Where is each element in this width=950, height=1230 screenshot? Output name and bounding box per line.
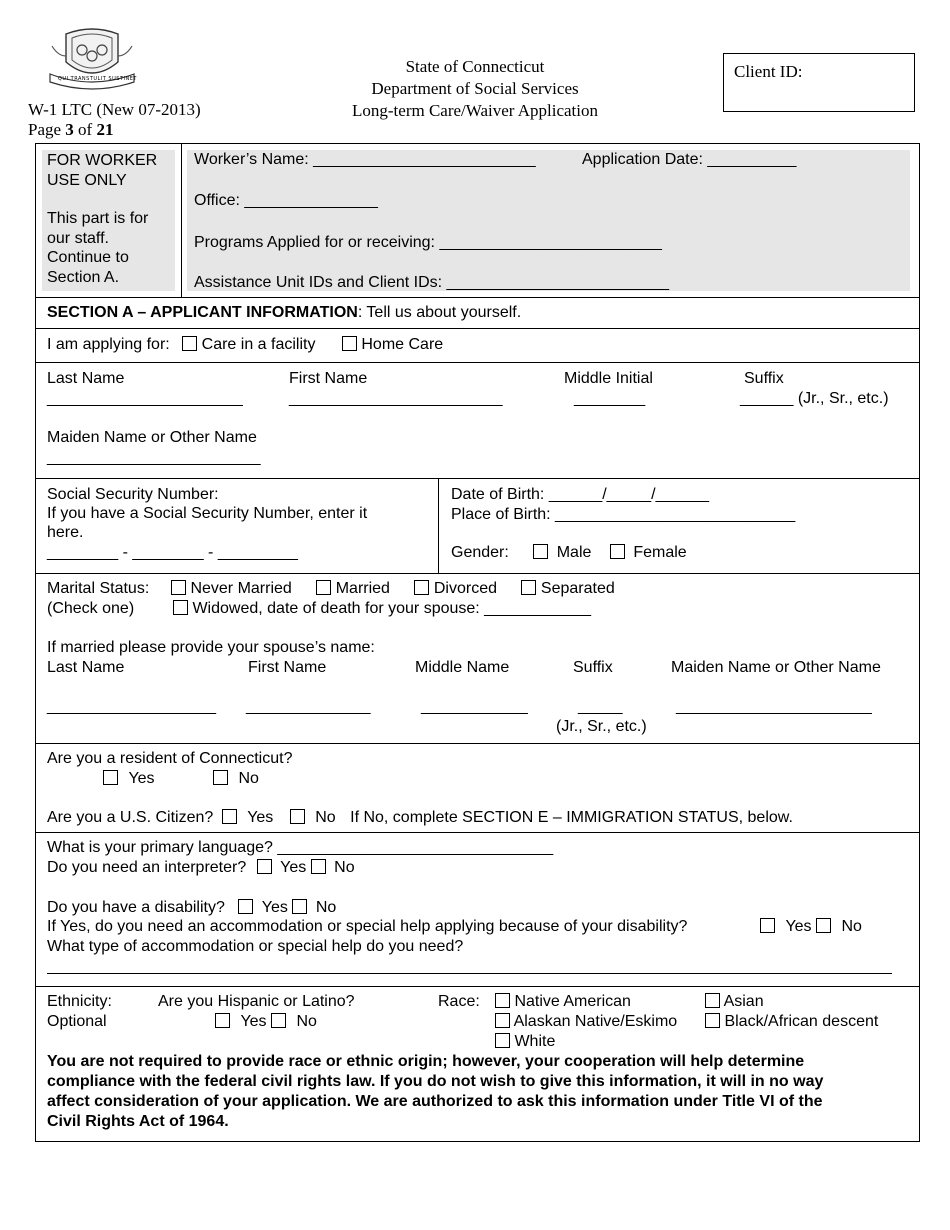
suffix-input[interactable]: ______ (Jr., Sr., etc.) xyxy=(740,390,889,407)
marital-status-label: Marital Status: xyxy=(47,580,150,597)
accommodation-options xyxy=(760,918,862,936)
divorced-checkbox[interactable] xyxy=(414,580,429,595)
middle-initial-input[interactable]: ________ xyxy=(574,390,646,407)
black-checkbox[interactable] xyxy=(705,1013,720,1028)
separated-label: Separated xyxy=(540,580,615,597)
maiden-name-label: Maiden Name or Other Name xyxy=(47,429,257,446)
race-black: Black/African descent xyxy=(705,1013,878,1031)
citizen-row xyxy=(47,809,793,827)
ethnicity-optional: Optional xyxy=(47,1013,107,1030)
male-label: Male xyxy=(556,544,592,561)
spouse-suffix-input[interactable]: _____ xyxy=(578,698,623,715)
section-a-title: SECTION A – APPLICANT INFORMATION: Tell us about yourself. xyxy=(47,304,522,321)
date-of-birth-field[interactable]: Date of Birth: ______/_____/______ xyxy=(451,486,709,503)
asian-checkbox[interactable] xyxy=(705,993,720,1008)
assistance-ids-field[interactable]: Assistance Unit IDs and Client IDs: _________________________ xyxy=(194,274,669,291)
white-checkbox[interactable] xyxy=(495,1033,510,1048)
hispanic-no-checkbox[interactable] xyxy=(271,1013,286,1028)
gender-row xyxy=(451,544,687,562)
hispanic-yes-checkbox[interactable] xyxy=(215,1013,230,1028)
workers-name-field[interactable]: Worker’s Name: _________________________ xyxy=(194,151,536,168)
worker-divider xyxy=(181,143,182,297)
hispanic-no-label: No xyxy=(296,1013,317,1030)
page-indicator: Page 3 of 21 xyxy=(28,120,114,139)
spouse-middle-input[interactable]: ____________ xyxy=(421,698,528,715)
ssn-divider xyxy=(438,478,439,573)
spouse-last-input[interactable]: ___________________ xyxy=(47,698,217,715)
male-checkbox[interactable] xyxy=(533,544,548,559)
ssn-input[interactable]: ________ - ________ - _________ xyxy=(47,544,298,561)
spouse-maiden-label: Maiden Name or Other Name xyxy=(671,659,881,676)
interpreter-no-checkbox[interactable] xyxy=(311,859,326,874)
civil-rights-notice: You are not required to provide race or ethnic origin; however, your cooperation will help determine compliance with the federal civil rights law. If you do not wish to give this information, it will in no way affect consideration of your application. We are authorized to ask this information under Title VI of the Civil Rights Act of 1964. xyxy=(47,1053,824,1130)
interpreter-question: Do you need an interpreter? xyxy=(47,859,247,876)
race-alaskan: Alaskan Native/Eskimo xyxy=(495,1013,677,1031)
state-name: State of Connecticut xyxy=(405,57,545,76)
programs-field[interactable]: Programs Applied for or receiving: _________________________ xyxy=(194,234,662,251)
agency-heading xyxy=(320,56,630,122)
marital-options-row xyxy=(171,580,615,598)
ethnicity-label: Ethnicity: xyxy=(47,993,112,1010)
resident-yes-checkbox[interactable] xyxy=(103,770,118,785)
spouse-last-label: Last Name xyxy=(47,659,125,676)
divider xyxy=(35,362,920,363)
applying-for-label: I am applying for: xyxy=(47,336,170,353)
spouse-first-label: First Name xyxy=(248,659,327,676)
worker-side-panel xyxy=(47,151,157,287)
last-name-input[interactable]: ______________________ xyxy=(47,390,243,407)
gender-label: Gender: xyxy=(451,544,509,561)
disability-no-checkbox[interactable] xyxy=(292,899,307,914)
disability-yes-label: Yes xyxy=(261,899,288,916)
citizen-yes-label: Yes xyxy=(247,809,274,826)
spouse-middle-label: Middle Name xyxy=(415,659,510,676)
ssn-help-1: If you have a Social Security Number, enter it xyxy=(47,505,368,522)
native-american-checkbox[interactable] xyxy=(495,993,510,1008)
citizen-yes-checkbox[interactable] xyxy=(222,809,237,824)
middle-initial-label: Middle Initial xyxy=(564,370,653,387)
race-white: White xyxy=(495,1033,555,1051)
seal-motto: QUI TRANSTULIT SUSTINET xyxy=(58,76,137,82)
client-id-box[interactable] xyxy=(723,53,915,112)
resident-no-checkbox[interactable] xyxy=(213,770,228,785)
hispanic-options xyxy=(215,1013,317,1031)
divider xyxy=(35,573,920,574)
widowed-label[interactable]: Widowed, date of death for your spouse: ____________ xyxy=(192,600,591,617)
citizen-no-label: No xyxy=(315,809,336,826)
never-married-label: Never Married xyxy=(190,580,292,597)
alaskan-checkbox[interactable] xyxy=(495,1013,510,1028)
primary-language-field[interactable]: What is your primary language? _______________________________ xyxy=(47,839,554,856)
resident-no-label: No xyxy=(238,770,259,787)
citizen-note: If No, complete SECTION E – IMMIGRATION STATUS, below. xyxy=(350,809,793,826)
interpreter-row xyxy=(47,859,355,877)
home-care-checkbox[interactable] xyxy=(342,336,357,351)
disability-question: Do you have a disability? xyxy=(47,899,225,916)
office-field[interactable]: Office: _______________ xyxy=(194,192,378,209)
state-seal-logo xyxy=(44,26,140,90)
hispanic-yes-label: Yes xyxy=(240,1013,267,1030)
married-checkbox[interactable] xyxy=(316,580,331,595)
form-id: W-1 LTC (New 07-2013) xyxy=(28,100,201,119)
ssn-help-2: here. xyxy=(47,524,84,541)
resident-question: Are you a resident of Connecticut? xyxy=(47,750,293,767)
spouse-prompt: If married please provide your spouse’s name: xyxy=(47,639,375,656)
disability-no-label: No xyxy=(315,899,337,916)
care-facility-checkbox[interactable] xyxy=(182,336,197,351)
divider xyxy=(35,743,920,744)
interpreter-yes-checkbox[interactable] xyxy=(257,859,272,874)
spouse-first-input[interactable]: ______________ xyxy=(246,698,371,715)
first-name-input[interactable]: ________________________ xyxy=(289,390,503,407)
spouse-maiden-input[interactable]: ______________________ xyxy=(676,698,872,715)
disability-yes-checkbox[interactable] xyxy=(238,899,253,914)
interpreter-no-label: No xyxy=(334,859,355,876)
accommodation-type-question: What type of accommodation or special help do you need? xyxy=(47,938,464,955)
married-label: Married xyxy=(335,580,390,597)
suffix-label: Suffix xyxy=(744,370,784,387)
interpreter-yes-label: Yes xyxy=(280,859,307,876)
care-facility-label: Care in a facility xyxy=(201,336,316,353)
citizen-question: Are you a U.S. Citizen? xyxy=(47,809,214,826)
spouse-suffix-note: (Jr., Sr., etc.) xyxy=(556,718,647,735)
race-asian: Asian xyxy=(705,993,764,1011)
applying-for-row xyxy=(47,336,443,354)
place-of-birth-field[interactable]: Place of Birth: ___________________________ xyxy=(451,506,796,523)
maiden-name-input[interactable]: ________________________ xyxy=(47,449,261,466)
first-name-label: First Name xyxy=(289,370,368,387)
accommodation-no-checkbox[interactable] xyxy=(816,918,831,933)
divider xyxy=(35,986,920,987)
resident-options xyxy=(103,770,259,788)
spouse-suffix-label: Suffix xyxy=(573,659,613,676)
divider xyxy=(35,478,920,479)
female-label: Female xyxy=(633,544,687,561)
divider xyxy=(35,297,920,298)
accommodation-yes-label: Yes xyxy=(785,918,812,935)
resident-yes-label: Yes xyxy=(128,770,155,787)
disability-row xyxy=(47,899,336,917)
hispanic-question: Are you Hispanic or Latino? xyxy=(158,993,355,1010)
check-one-label: (Check one) xyxy=(47,600,135,617)
ssn-label: Social Security Number: xyxy=(47,486,219,503)
race-native-american: Native American xyxy=(495,993,631,1011)
separated-checkbox[interactable] xyxy=(521,580,536,595)
divider xyxy=(35,832,920,833)
divider xyxy=(35,328,920,329)
form-title: Long-term Care/Waiver Application xyxy=(352,101,598,120)
worker-use-title: FOR WORKER USE ONLY xyxy=(47,152,158,189)
never-married-checkbox[interactable] xyxy=(171,580,186,595)
application-date-field[interactable]: Application Date: __________ xyxy=(582,151,797,168)
department-name: Department of Social Services xyxy=(371,79,579,98)
citizen-no-checkbox[interactable] xyxy=(290,809,305,824)
home-care-label: Home Care xyxy=(361,336,444,353)
divorced-label: Divorced xyxy=(433,580,497,597)
accommodation-answer-line[interactable] xyxy=(47,973,892,974)
worker-note: This part is for our staff. Continue to Section A. xyxy=(47,210,149,286)
widowed-row xyxy=(173,600,591,618)
widowed-checkbox[interactable] xyxy=(173,600,188,615)
female-checkbox[interactable] xyxy=(610,544,625,559)
accommodation-yes-checkbox[interactable] xyxy=(760,918,775,933)
accommodation-no-label: No xyxy=(841,918,862,935)
client-id-label: Client ID: xyxy=(734,62,803,81)
race-label: Race: xyxy=(438,993,480,1010)
last-name-label: Last Name xyxy=(47,370,125,387)
accommodation-question: If Yes, do you need an accommodation or special help applying because of your disability? xyxy=(47,918,688,935)
worker-main-shade xyxy=(187,150,910,291)
